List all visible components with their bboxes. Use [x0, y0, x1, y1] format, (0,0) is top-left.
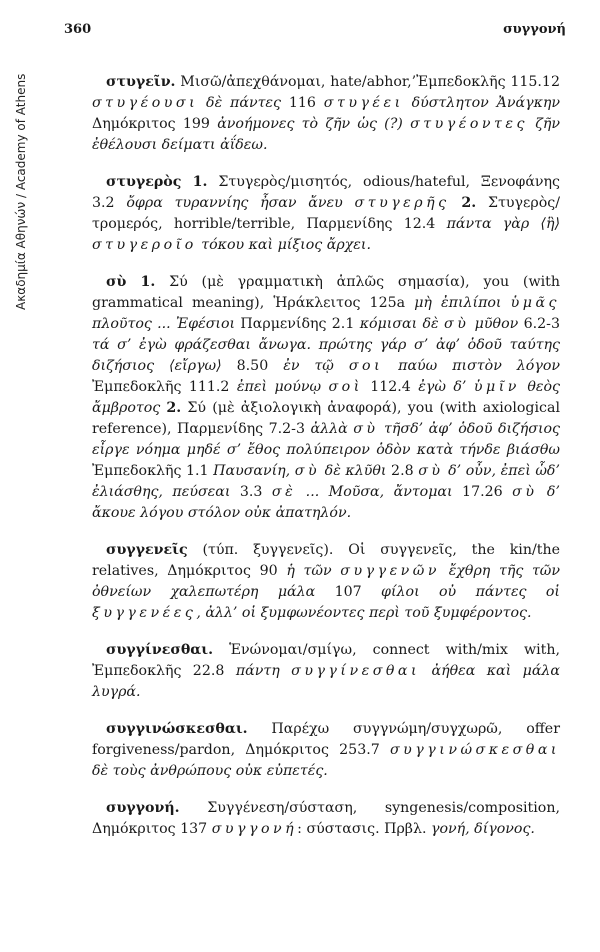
entry-text: ἐγὼ δ’ — [418, 379, 474, 395]
entry-text: σοι — [348, 358, 384, 374]
entry-text: ἐν τῷ — [283, 358, 349, 374]
entry-text: σὺ — [418, 463, 444, 479]
entry-text: Στυγερὸς/μισητός, odious/hateful, Ξενοφάνης 3.2 — [92, 174, 560, 211]
entry-text: στυγεροῖο — [92, 237, 197, 253]
entry-text: Σύ (μὲ ἀξιολογικὴ ἀναφορά), you (with axiological reference), Παρμενίδης 7.2-3 — [92, 400, 560, 437]
entry-text: Παρέχω συγγνώμη/συγχωρῶ, offer forgiveness/pardon, Δημόκριτος 253.7 — [92, 721, 560, 758]
entry-text: σὺ — [294, 463, 321, 479]
entry-text: 8.50 — [221, 358, 284, 374]
entry-text: 2.8 — [386, 463, 419, 479]
entry-text: Ἑνώνομαι/σμίγω, connect with/mix with, Ἐμπεδοκλῆς 22.8 — [92, 642, 560, 679]
entry-text: ἀλλὰ — [310, 421, 354, 437]
entry-text: στυγέουσι — [92, 95, 199, 111]
entry-text: κόμισαι δὲ — [359, 316, 445, 332]
entry-text: τόκου καὶ μίξιος ἄρχει. — [196, 237, 371, 253]
page-header — [64, 22, 566, 37]
entry-text: 3.3 — [230, 484, 272, 500]
entry-text: Παυσανίη, — [213, 463, 295, 479]
dictionary-entry — [92, 540, 560, 624]
entry-text: σὲ — [271, 484, 297, 500]
entry-text: 17.26 — [452, 484, 513, 500]
entry-text: ὑμᾶς — [510, 295, 560, 311]
entry-text: μῦθον — [469, 316, 519, 332]
side-watermark-label: Ακαδημία Αθηνών / Academy of Athens — [14, 73, 28, 310]
entry-headword: στυγεῖν. — [106, 74, 176, 90]
entry-text: συγγενῶν — [340, 563, 440, 579]
entry-text: σὺ — [353, 421, 379, 437]
entry-text: συγγονή — [211, 821, 298, 837]
entry-headword: συγγίνεσθαι. — [106, 642, 214, 658]
entry-text: σοὶ — [328, 379, 363, 395]
entry-text: Ἐμπεδοκλῆς 1.1 — [92, 463, 214, 479]
entry-text: συγγινώσκεσθαι — [390, 742, 560, 758]
entry-text — [450, 195, 462, 211]
entry-text: δὲ τοὺς ἀνθρώπους οὐκ εὐπετές. — [92, 763, 328, 779]
entry-text: 6.2-3 — [518, 316, 560, 332]
entry-headword: συγγενεῖς — [106, 542, 188, 558]
page-number: 360 — [64, 22, 92, 37]
entry-headword: στυγερὸς 1. — [106, 174, 208, 190]
entry-text: δὲ πάντες — [198, 95, 281, 111]
entry-text: τά σ’ ἐγὼ φράζεσθαι ἄνωγα. πρώτης γάρ σ’ ἀφ’ ὁδοῦ ταύτης διζήσιος ⟨εἴργω⟩ — [92, 337, 560, 374]
entry-text: ἐπεὶ μούνῳ — [236, 379, 329, 395]
entry-text: 107 — [315, 584, 382, 600]
entry-text: (τύπ. ξυγγενεῖς). Οἱ συγγενεῖς, the kin/the relatives, Δημόκριτος 90 — [92, 542, 560, 579]
entry-text: ὑμῖν — [473, 379, 520, 395]
entry-text: Μισῶ/ἀπεχθάνομαι, hate/abhor,’Ἐμπεδοκλῆς 115.12 — [175, 74, 560, 90]
entry-text: ἀήθεα καὶ μάλα λυγρά. — [92, 663, 561, 700]
dictionary-entries — [92, 72, 560, 856]
entry-text: στυγερῆς — [354, 195, 450, 211]
entry-text: σὺ — [512, 484, 538, 500]
entry-text: 116 — [280, 95, 324, 111]
entry-text: ζῆν ἐθέλουσι δείματι ἀΐδεω. — [92, 116, 561, 153]
entry-text: Συγγένεση/σύσταση, syngenesis/composition, Δημόκριτος 137 — [92, 800, 560, 837]
entry-text: πλοῦτος ... Ἐφέσιοι — [92, 316, 236, 332]
running-head: συγγονή — [503, 22, 566, 37]
dictionary-entry — [92, 72, 560, 156]
entry-text: σὺ — [444, 316, 470, 332]
entry-text: ἀνοήμονες τὸ ζῆν ὡς (?) — [217, 116, 411, 132]
entry-text: τῆσδ’ ἀφ’ ὁδοῦ διζήσιος εἶργε νόημα μηδέ σ’ ἔθος πολύπειρον ὁδὸν κατὰ τήνδε βιάσθω — [92, 421, 560, 458]
entry-text: πάντα γὰρ ⟨ἣ⟩ — [446, 216, 561, 232]
dictionary-entry — [92, 798, 560, 840]
dictionary-entry — [92, 172, 560, 256]
entry-text: ἔχθρη τῆς τῶν ὀθνείων χαλεπωτέρη μάλα — [92, 563, 561, 600]
entry-text: δὲ κλῦθι — [320, 463, 387, 479]
entry-text: γονή, δίγονος. — [431, 821, 535, 837]
entry-text: παύω πιστὸν λόγον — [383, 358, 560, 374]
dictionary-entry — [92, 272, 560, 524]
entry-text: φίλοι οὐ πάντες οἱ — [381, 584, 560, 600]
entry-text: Σύ (μὲ γραμματικὴ ἁπλῶς σημασία), you (with grammatical meaning), Ἡράκλειτος 125a — [92, 274, 560, 311]
dictionary-entry — [92, 640, 560, 703]
entry-text: μὴ ἐπιλίποι — [414, 295, 511, 311]
entry-text: 112.4 — [362, 379, 419, 395]
entry-text: ὄφρα τυραννίης ἦσαν ἄνευ — [126, 195, 355, 211]
entry-text: δ’ οὖν, ἐπεὶ ὧδ’ ἐλιάσθης, πεύσεαι — [92, 463, 560, 500]
entry-text: πάντη — [235, 663, 292, 679]
entry-text: δύστλητον Ἀνάγκην — [403, 95, 560, 111]
entry-headword: συγγινώσκεσθαι. — [106, 721, 248, 737]
entry-headword: συγγονή. — [106, 800, 180, 816]
entry-text: συγγίνεσθαι — [291, 663, 421, 679]
entry-text: : σύστασις. Πρβλ. — [297, 821, 432, 837]
entry-headword: 2. — [461, 195, 477, 211]
entry-text: Ἐμπεδοκλῆς 111.2 — [92, 379, 237, 395]
entry-text: ... Μοῦσα, ἄντομαι — [296, 484, 453, 500]
entry-text: , ἀλλ’ οἱ ξυμφωνέοντες περὶ τοῦ ξυμφέροντος. — [196, 605, 532, 621]
entry-text: Παρμενίδης 2.1 — [235, 316, 360, 332]
entry-text: στυγέοντες — [410, 116, 528, 132]
entry-text: ἡ τῶν — [286, 563, 341, 579]
entry-text: δ’ ἄκουε λόγου στόλον οὐκ ἀπατηλόν. — [92, 484, 560, 521]
entry-headword: σὺ 1. — [106, 274, 156, 290]
entry-headword: 2. — [166, 400, 182, 416]
entry-text: Στυγερὸς/τρομερός, horrible/terrible, Παρμενίδης 12.4 — [92, 195, 560, 232]
entry-text: Δημόκριτος 199 — [92, 116, 218, 132]
dictionary-entry — [92, 719, 560, 782]
entry-text: θεὸς ἄμβροτος — [92, 379, 560, 416]
entry-text: ξυγγενέες — [92, 605, 197, 621]
entry-text: στυγέει — [323, 95, 404, 111]
